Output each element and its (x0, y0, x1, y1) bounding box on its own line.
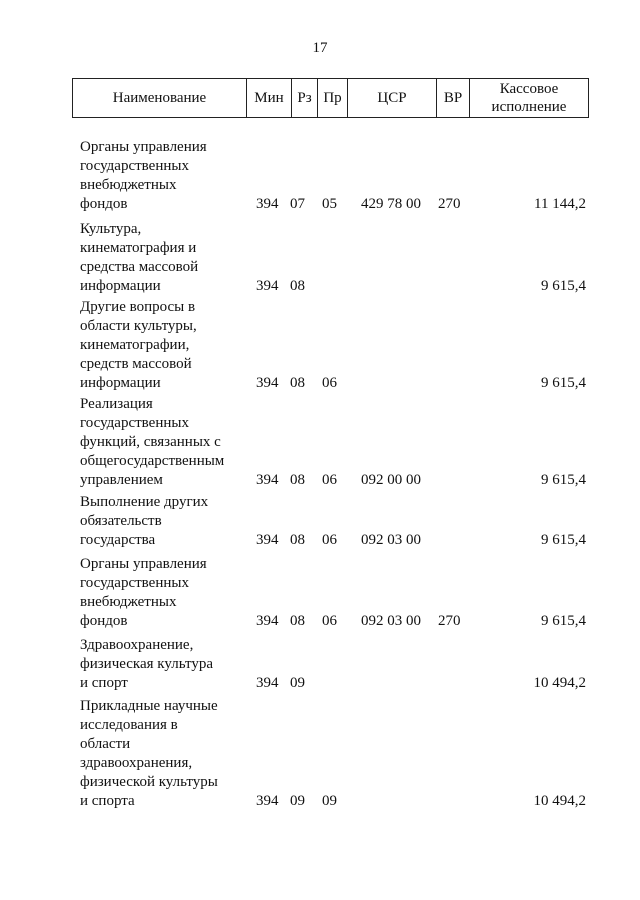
row-name-line: и спорт (80, 675, 128, 691)
row-min: 394 (256, 472, 279, 488)
header-name: Наименование (73, 79, 247, 118)
header-rz: Рз (292, 79, 318, 118)
row-rz: 08 (290, 375, 305, 391)
row-min: 394 (256, 793, 279, 809)
row-csr: 092 03 00 (361, 613, 421, 629)
row-name-line: физическая культура (80, 656, 213, 672)
header-amount-line1: Кассовое (499, 81, 559, 97)
row-min: 394 (256, 375, 279, 391)
row-name-line: фондов (80, 196, 128, 212)
row-amount: 9 615,4 (541, 278, 586, 294)
row-rz: 09 (290, 793, 305, 809)
row-name-line: Органы управления (80, 556, 207, 572)
header-vr: ВР (437, 79, 470, 118)
header-amount-line2: исполнение (491, 99, 567, 115)
row-rz: 09 (290, 675, 305, 691)
row-name (80, 138, 255, 214)
row-name-line: государственных (80, 415, 189, 431)
table-row (0, 298, 640, 393)
table-row (0, 395, 640, 490)
row-name (80, 298, 255, 393)
row-name-line: государства (80, 532, 156, 548)
row-name-line: и спорта (80, 793, 135, 809)
row-name-line: Прикладные научные (80, 698, 218, 714)
row-name-line: функций, связанных с (80, 434, 221, 450)
table-header (72, 78, 589, 118)
row-rz: 08 (290, 278, 305, 294)
row-pr: 06 (322, 532, 337, 548)
row-name-line: информации (80, 278, 161, 294)
row-name (80, 636, 255, 693)
row-min: 394 (256, 675, 279, 691)
row-pr: 09 (322, 793, 337, 809)
row-name-line: Выполнение других (80, 494, 209, 510)
row-rz: 08 (290, 613, 305, 629)
row-pr: 06 (322, 613, 337, 629)
row-min: 394 (256, 278, 279, 294)
row-pr: 06 (322, 472, 337, 488)
row-name-line: средств массовой (80, 356, 192, 372)
row-pr: 05 (322, 196, 337, 212)
row-name-line: области (80, 736, 131, 752)
row-name-line: кинематография и (80, 240, 197, 256)
row-name-line: исследования в (80, 717, 178, 733)
row-name (80, 697, 255, 811)
row-amount: 9 615,4 (541, 532, 586, 548)
row-min: 394 (256, 196, 279, 212)
row-amount: 10 494,2 (533, 675, 586, 691)
page-number: 17 (312, 40, 328, 56)
header-pr: Пр (318, 79, 348, 118)
row-name-line: Другие вопросы в (80, 299, 196, 315)
row-name-line: внебюджетных (80, 594, 177, 610)
table-row (0, 138, 640, 214)
table-row (0, 493, 640, 550)
row-name-line: обязательств (80, 513, 162, 529)
row-name-line: области культуры, (80, 318, 197, 334)
row-vr: 270 (438, 613, 461, 629)
header-min: Мин (247, 79, 292, 118)
row-name-line: Органы управления (80, 139, 207, 155)
row-name-line: информации (80, 375, 161, 391)
row-name-line: здравоохранения, (80, 755, 193, 771)
header-row (73, 79, 589, 118)
row-name-line: фондов (80, 613, 128, 629)
row-csr: 092 03 00 (361, 532, 421, 548)
row-min: 394 (256, 613, 279, 629)
row-name (80, 555, 255, 631)
row-amount: 10 494,2 (533, 793, 586, 809)
row-amount: 9 615,4 (541, 472, 586, 488)
row-vr: 270 (438, 196, 461, 212)
row-amount: 11 144,2 (534, 196, 586, 212)
table-row (0, 636, 640, 693)
row-name-line: Культура, (80, 221, 142, 237)
table-row (0, 220, 640, 296)
row-name-line: кинематографии, (80, 337, 190, 353)
row-rz: 08 (290, 472, 305, 488)
row-pr: 06 (322, 375, 337, 391)
row-name-line: общегосударственным (80, 453, 225, 469)
row-name (80, 395, 255, 490)
table-row (0, 697, 640, 811)
row-name (80, 220, 255, 296)
row-name-line: управлением (80, 472, 163, 488)
row-name (80, 493, 255, 550)
row-name-line: государственных (80, 158, 189, 174)
row-rz: 07 (290, 196, 305, 212)
row-amount: 9 615,4 (541, 375, 586, 391)
row-name-line: государственных (80, 575, 189, 591)
row-name-line: Реализация (80, 396, 153, 412)
row-name-line: внебюджетных (80, 177, 177, 193)
row-min: 394 (256, 532, 279, 548)
row-name-line: Здравоохранение, (80, 637, 194, 653)
header-amount (470, 79, 589, 118)
row-csr: 429 78 00 (361, 196, 421, 212)
row-amount: 9 615,4 (541, 613, 586, 629)
row-name-line: физической культуры (80, 774, 218, 790)
row-name-line: средства массовой (80, 259, 199, 275)
row-rz: 08 (290, 532, 305, 548)
header-csr: ЦСР (348, 79, 437, 118)
table-row (0, 555, 640, 631)
row-csr: 092 00 00 (361, 472, 421, 488)
